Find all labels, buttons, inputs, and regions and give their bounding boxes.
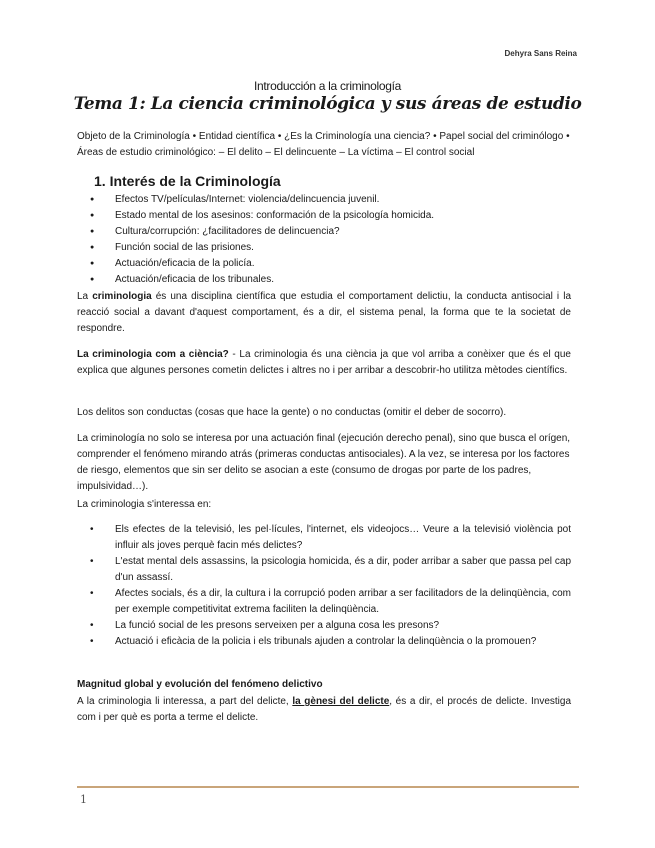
header-author: Dehyra Sans Reina [504,49,577,58]
text: , és a dir, el procés de delicte. Investiga com i per què es porta a terme el delicte. [77,696,572,723]
list-item: • L'estat mental dels assassins, la psicologia homicida, és a dir, poder arribar a saber que passa pel cap d'un assassí. [77,554,571,586]
bold-term: La criminologia com a ciència? [77,349,229,360]
list-item: ● Actuación/eficacia de los tribunales. [77,272,571,288]
list-item: • Actuació i eficàcia de la policia i els tribunals ajuden a controlar la delinqüència o la promouen? [77,634,571,650]
interessa-list [77,522,571,650]
text: - La criminologia és una ciència ja que vol arriba a conèixer que és el que explica que algunes persones cometin delictes i altres no i per arribar a descobrir-ho utilitza mètodes científics. [77,349,571,376]
paragraph-delitos: Los delitos son conductas (cosas que hace la gente) o no conductas (omitir el deber de socorro). [77,407,507,418]
section-heading: 1. Interés de la Criminología [94,173,281,189]
underlined-term: la gènesi del delicte [292,696,390,707]
interest-list [77,192,571,288]
list-item: ● Efectos TV/películas/Internet: violencia/delincuencia juvenil. [77,192,571,208]
text: és una disciplina científica que estudia el comportament delictiu, la conducta antisocial i la reacció social a davant d'aquest comportament, és a dir, el sistema penal, la forma que te la societat de respondre. [77,291,572,334]
list-item: ● Estado mental de los asesinos: conformación de la psicología homicida. [77,208,571,224]
paragraph-interest: La criminología no solo se interesa por una actuación final (ejecución derecho penal), sino que busca el orígen, comprender el fenómeno mirando atrás (primeras conductas antisociales). A la vez, se interesa por los factores de riesgo, elementos que sin ser delito se asocian a este (consumo de drogas por parte de los padres, impulsividad…). [77,433,571,492]
text: La [77,291,93,302]
document-subtitle: Introducción a la criminología [253,79,402,93]
list-item: • La funció social de les presons serveixen per a alguna cosa les presons? [77,618,571,634]
paragraph-science [77,347,571,379]
list-item: ● Cultura/corrupción: ¿facilitadores de delincuencia? [77,224,571,240]
list-item: • Afectes socials, és a dir, la cultura i la corrupció poden arribar a ser facilitadors de la delinqüència, com per exemple competitivitat extrema faciliten la delinqüència. [77,586,571,618]
paragraph-definition [77,289,571,337]
list-item: ● Función social de las prisiones. [77,240,571,256]
list-item: ● Actuación/eficacia de la policía. [77,256,571,272]
paragraph-genesis [77,694,571,726]
footer-rule [77,786,579,788]
list-item: • Els efectes de la televisió, les pel·lícules, l'internet, els videojocs… Veure a la televisió violència pot influir als joves perquè facin més delictes? [77,522,571,554]
bold-term: criminologia [92,291,152,302]
document-title: Tema 1: La ciencia criminológica y sus áreas de estudio [73,94,582,114]
text: A la criminologia li interessa, a part del delicte, [77,696,293,707]
paragraph-interessa: La criminologia s'interessa en: [77,499,212,510]
summary: Objeto de la Criminología • Entidad científica • ¿Es la Criminología una ciencia? • Papel social del criminólogo • Áreas de estudio criminológico: – El delito – El delincuente – La víctima – El control social [77,131,570,158]
page-number: 1 [80,793,87,806]
subsection-heading: Magnitud global y evolución del fenómeno delictivo [77,679,323,690]
